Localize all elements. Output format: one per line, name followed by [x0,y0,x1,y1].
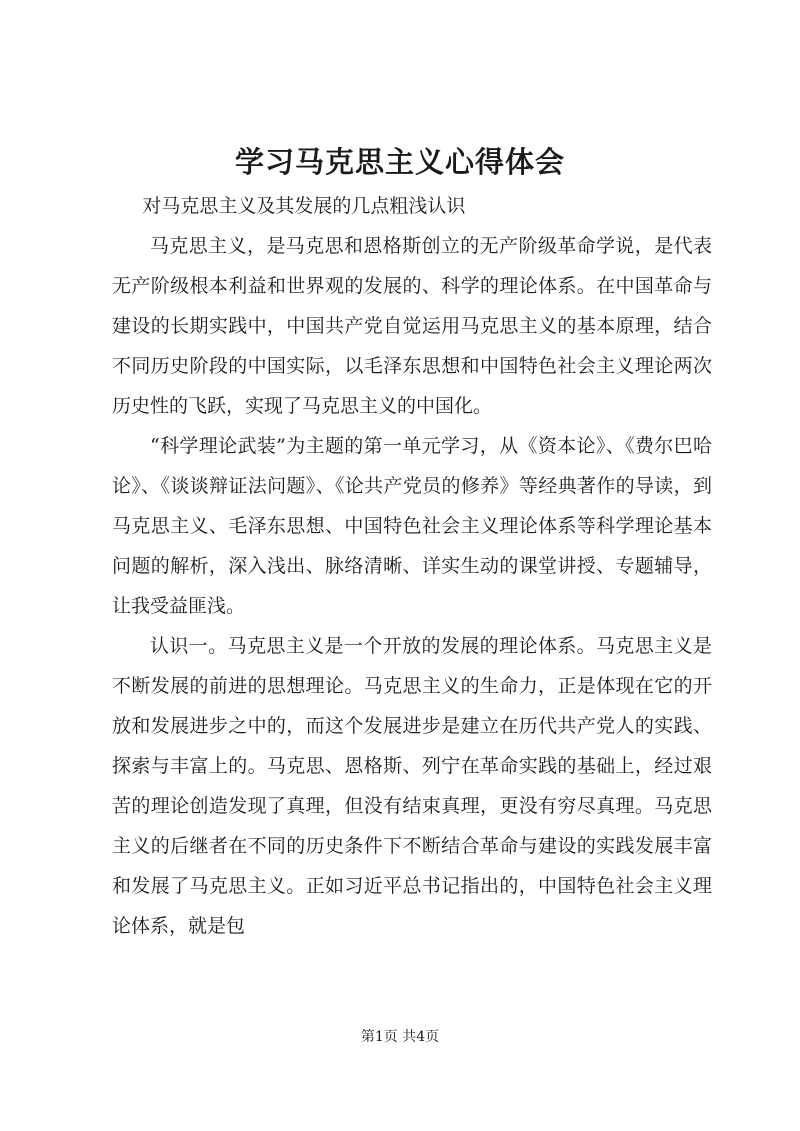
body-paragraph: “科学理论武装”为主题的第一单元学习，从《资本论》、《费尔巴哈论》、《谈谈辩证法问题》、《论共产党员的修养》等经典著作的导读，到马克思主义、毛泽东思想、中国特色社会主义理论体系等科学理论基本问题的解析，深入浅出、脉络清晰、详实生动的课堂讲授、专题辅导，让我受益匪浅。 [112,435,712,617]
subtitle-paragraph: 对马克思主义及其发展的几点粗浅认识 [142,195,466,217]
document-body [112,186,712,946]
body-paragraph: 马克思主义，是马克思和恩格斯创立的无产阶级革命学说，是代表无产阶级根本利益和世界观的发展的、科学的理论体系。在中国革命与建设的长期实践中，中国共产党自觉运用马克思主义的基本原理，结合不同历史阶段的中国实际，以毛泽东思想和中国特色社会主义理论两次历史性的飞跃，实现了马克思主义的中国化。 [112,235,712,417]
page-footer: 第1页 共4页 [360,1029,440,1045]
document-title: 学习马克思主义心得体会 [234,145,565,179]
body-paragraph: 认识一。马克思主义是一个开放的发展的理论体系。马克思主义是不断发展的前进的思想理论。马克思主义的生命力，正是体现在它的开放和发展进步之中的，而这个发展进步是建立在历代共产党人的实践、探索与丰富上的。马克思、恩格斯、列宁在革命实践的基础上，经过艰苦的理论创造发现了真理，但没有结束真理，更没有穷尽真理。马克思主义的后继者在不同的历史条件下不断结合革命与建设的实践发展丰富和发展了马克思主义。正如习近平总书记指出的，中国特色社会主义理论体系，就是包 [112,635,712,937]
